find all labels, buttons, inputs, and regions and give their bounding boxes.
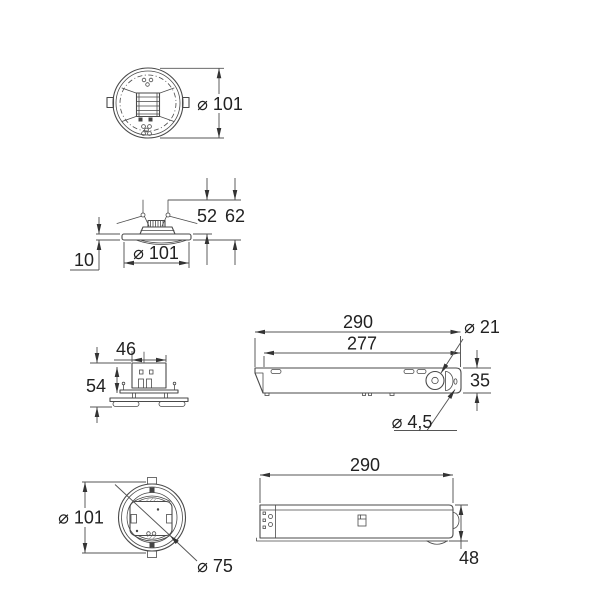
gear-box bbox=[132, 363, 166, 388]
mounting-spring-left bbox=[117, 200, 149, 226]
socket-cap bbox=[148, 221, 165, 228]
cable-grommet-right bbox=[453, 513, 459, 529]
dim-label-277: 277 bbox=[346, 333, 378, 354]
vent-slot-right bbox=[150, 370, 154, 374]
vent-slot-left bbox=[140, 370, 144, 374]
dim-label-dia-21: ⌀ 21 bbox=[464, 317, 500, 337]
dim-label-46: 46 bbox=[115, 339, 137, 359]
mounting-bar bbox=[120, 390, 178, 393]
spring-foot-left bbox=[113, 402, 139, 407]
dim-label-62: 62 bbox=[224, 206, 246, 226]
dim-screw-hole bbox=[392, 390, 457, 433]
tab-bottom bbox=[148, 551, 157, 558]
dim-bracket-width bbox=[463, 350, 491, 411]
trim-edge bbox=[110, 398, 188, 402]
view-front-surface bbox=[86, 339, 188, 423]
dim-trim-thickness bbox=[70, 217, 120, 270]
dim-front-width bbox=[114, 339, 166, 362]
terminal-block-right bbox=[147, 379, 152, 388]
terminal-detail bbox=[263, 512, 273, 529]
terminal-block-left bbox=[139, 379, 144, 388]
dim-label-35: 35 bbox=[469, 370, 491, 391]
view-side-recessed bbox=[70, 178, 245, 270]
spring-foot-right bbox=[159, 402, 185, 407]
cable-grommet bbox=[446, 372, 454, 391]
dim-label-290-driver: 290 bbox=[349, 455, 381, 475]
dim-label-dia-4-5: ⌀ 4,5 bbox=[391, 412, 433, 432]
dim-label-dia-101-bottom: ⌀ 101 bbox=[58, 507, 104, 528]
mounting-spring-right bbox=[162, 200, 197, 226]
dim-label-dia-75: ⌀ 75 bbox=[197, 556, 233, 576]
dim-spring-heights bbox=[168, 178, 245, 265]
dim-large-hole bbox=[441, 317, 500, 373]
bracket-plate bbox=[255, 368, 461, 393]
lamp-centerline-circle bbox=[120, 75, 176, 131]
vent-hole-cluster-top bbox=[142, 78, 153, 86]
tab-top bbox=[148, 478, 157, 485]
product-label bbox=[358, 515, 366, 526]
dim-label-48: 48 bbox=[458, 548, 480, 568]
keyhole-slot-right bbox=[404, 370, 414, 374]
keyhole-slot-left bbox=[271, 370, 281, 374]
foot-bump bbox=[427, 541, 447, 544]
view-top-circular bbox=[107, 68, 243, 138]
dim-label-10: 10 bbox=[73, 250, 95, 270]
view-bottom-circular bbox=[58, 478, 233, 577]
dim-label-dia-101-side: ⌀ 101 bbox=[133, 243, 179, 263]
dim-bottom-diameter bbox=[58, 482, 146, 553]
trim-plate bbox=[122, 234, 191, 240]
dim-bracket-pitch bbox=[264, 334, 461, 368]
view-driver-side bbox=[257, 455, 480, 568]
dim-driver-length bbox=[260, 455, 453, 503]
lamp-socket-coil bbox=[137, 93, 160, 117]
dim-label-290-bracket: 290 bbox=[342, 312, 374, 332]
dim-label-dia-101-top: ⌀ 101 bbox=[197, 94, 243, 114]
dim-label-54: 54 bbox=[85, 376, 107, 396]
contact-detail-bottom bbox=[139, 118, 153, 136]
large-hole bbox=[426, 372, 444, 390]
dim-label-52: 52 bbox=[196, 206, 218, 226]
view-bracket-top bbox=[255, 312, 500, 432]
dim-side-diameter bbox=[124, 242, 189, 268]
screw-hole bbox=[454, 379, 457, 384]
